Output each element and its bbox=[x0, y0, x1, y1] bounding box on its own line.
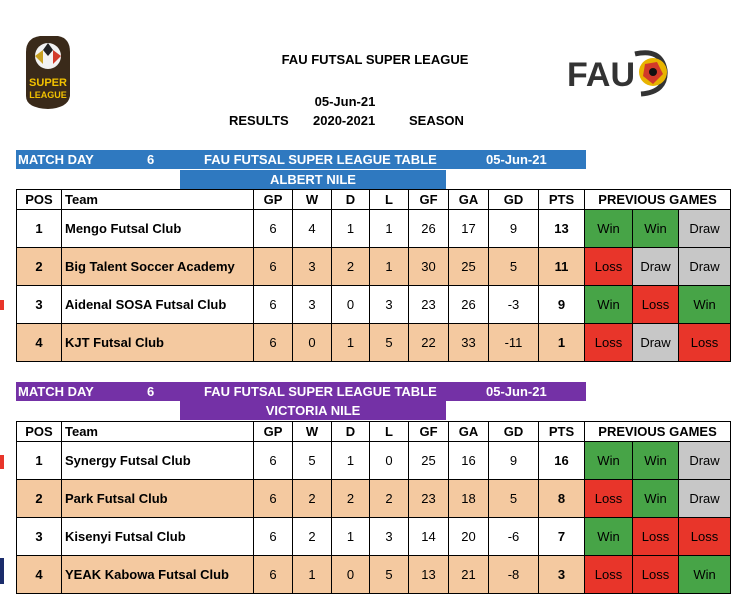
losses-cell: 0 bbox=[370, 442, 409, 480]
previous-game-result: Loss bbox=[585, 248, 633, 286]
team-name-cell: Park Futsal Club bbox=[62, 480, 254, 518]
column-header: POS bbox=[17, 422, 62, 442]
draws-cell: 1 bbox=[332, 518, 370, 556]
wins-cell: 4 bbox=[293, 210, 332, 248]
fau-logo-text: FAU bbox=[567, 56, 635, 94]
previous-game-result: Win bbox=[585, 442, 633, 480]
table-header-row bbox=[17, 422, 731, 442]
wins-cell: 2 bbox=[293, 518, 332, 556]
table-date: 05-Jun-21 bbox=[486, 384, 547, 399]
column-header: W bbox=[293, 190, 332, 210]
column-header: W bbox=[293, 422, 332, 442]
goals-against-cell: 21 bbox=[449, 556, 489, 594]
fau-logo bbox=[565, 44, 677, 100]
table-title: FAU FUTSAL SUPER LEAGUE TABLE bbox=[204, 152, 437, 167]
goal-difference-cell: -11 bbox=[489, 324, 539, 362]
position-cell: 4 bbox=[17, 324, 62, 362]
goal-difference-cell: -8 bbox=[489, 556, 539, 594]
goals-against-cell: 16 bbox=[449, 442, 489, 480]
column-header: GF bbox=[409, 422, 449, 442]
goal-difference-cell: -6 bbox=[489, 518, 539, 556]
table-row bbox=[17, 556, 731, 594]
goal-difference-cell: -3 bbox=[489, 286, 539, 324]
column-header: PTS bbox=[539, 422, 585, 442]
table-row bbox=[17, 286, 731, 324]
games-played-cell: 6 bbox=[254, 286, 293, 324]
goal-difference-cell: 9 bbox=[489, 210, 539, 248]
team-name-cell: Aidenal SOSA Futsal Club bbox=[62, 286, 254, 324]
edge-fragment bbox=[0, 300, 4, 310]
draws-cell: 1 bbox=[332, 442, 370, 480]
previous-game-result: Win bbox=[585, 518, 633, 556]
previous-game-result: Win bbox=[633, 210, 679, 248]
points-cell: 9 bbox=[539, 286, 585, 324]
logo-text-super: SUPER bbox=[29, 77, 67, 89]
draws-cell: 0 bbox=[332, 556, 370, 594]
points-cell: 13 bbox=[539, 210, 585, 248]
column-header: Team bbox=[62, 190, 254, 210]
previous-game-result: Loss bbox=[585, 480, 633, 518]
league-table bbox=[16, 189, 731, 362]
position-cell: 3 bbox=[17, 286, 62, 324]
edge-fragment bbox=[0, 558, 4, 584]
column-header: L bbox=[370, 190, 409, 210]
games-played-cell: 6 bbox=[254, 480, 293, 518]
goals-against-cell: 26 bbox=[449, 286, 489, 324]
goals-for-cell: 30 bbox=[409, 248, 449, 286]
losses-cell: 3 bbox=[370, 286, 409, 324]
matchday-bar bbox=[16, 150, 586, 169]
goals-against-cell: 17 bbox=[449, 210, 489, 248]
table-date: 05-Jun-21 bbox=[486, 152, 547, 167]
previous-game-result: Draw bbox=[679, 248, 731, 286]
goal-difference-cell: 5 bbox=[489, 480, 539, 518]
position-cell: 4 bbox=[17, 556, 62, 594]
group-name: VICTORIA NILE bbox=[180, 401, 446, 420]
games-played-cell: 6 bbox=[254, 442, 293, 480]
points-cell: 7 bbox=[539, 518, 585, 556]
logo-text-league: LEAGUE bbox=[29, 90, 67, 100]
column-header: D bbox=[332, 422, 370, 442]
page-title: FAU FUTSAL SUPER LEAGUE bbox=[281, 52, 469, 67]
games-played-cell: 6 bbox=[254, 210, 293, 248]
previous-game-result: Win bbox=[585, 210, 633, 248]
draws-cell: 1 bbox=[332, 210, 370, 248]
previous-games-header: PREVIOUS GAMES bbox=[585, 422, 731, 442]
losses-cell: 3 bbox=[370, 518, 409, 556]
season-label: SEASON bbox=[409, 113, 464, 128]
group-name: ALBERT NILE bbox=[180, 170, 446, 189]
previous-game-result: Win bbox=[585, 286, 633, 324]
draws-cell: 2 bbox=[332, 480, 370, 518]
matchday-label: MATCH DAY bbox=[18, 152, 94, 167]
super-league-logo bbox=[22, 34, 72, 110]
previous-game-result: Draw bbox=[633, 324, 679, 362]
position-cell: 2 bbox=[17, 480, 62, 518]
losses-cell: 1 bbox=[370, 210, 409, 248]
table-row bbox=[17, 518, 731, 556]
goals-against-cell: 20 bbox=[449, 518, 489, 556]
goals-for-cell: 13 bbox=[409, 556, 449, 594]
column-header: GP bbox=[254, 422, 293, 442]
column-header: GD bbox=[489, 422, 539, 442]
goals-for-cell: 14 bbox=[409, 518, 449, 556]
column-header: GP bbox=[254, 190, 293, 210]
team-name-cell: Synergy Futsal Club bbox=[62, 442, 254, 480]
column-header: GA bbox=[449, 422, 489, 442]
previous-game-result: Win bbox=[633, 442, 679, 480]
points-cell: 3 bbox=[539, 556, 585, 594]
previous-game-result: Win bbox=[679, 556, 731, 594]
wins-cell: 2 bbox=[293, 480, 332, 518]
team-name-cell: Big Talent Soccer Academy bbox=[62, 248, 254, 286]
previous-games-header: PREVIOUS GAMES bbox=[585, 190, 731, 210]
goals-for-cell: 26 bbox=[409, 210, 449, 248]
previous-game-result: Win bbox=[679, 286, 731, 324]
previous-game-result: Draw bbox=[679, 480, 731, 518]
table-row bbox=[17, 248, 731, 286]
position-cell: 2 bbox=[17, 248, 62, 286]
goals-for-cell: 23 bbox=[409, 480, 449, 518]
matchday-number: 6 bbox=[147, 384, 155, 399]
column-header: POS bbox=[17, 190, 62, 210]
previous-game-result: Loss bbox=[585, 324, 633, 362]
column-header: Team bbox=[62, 422, 254, 442]
column-header: PTS bbox=[539, 190, 585, 210]
goals-against-cell: 25 bbox=[449, 248, 489, 286]
table-row bbox=[17, 324, 731, 362]
previous-game-result: Loss bbox=[633, 518, 679, 556]
draws-cell: 2 bbox=[332, 248, 370, 286]
team-name-cell: KJT Futsal Club bbox=[62, 324, 254, 362]
previous-game-result: Loss bbox=[633, 556, 679, 594]
points-cell: 8 bbox=[539, 480, 585, 518]
table-row bbox=[17, 210, 731, 248]
games-played-cell: 6 bbox=[254, 518, 293, 556]
goals-for-cell: 25 bbox=[409, 442, 449, 480]
losses-cell: 5 bbox=[370, 324, 409, 362]
games-played-cell: 6 bbox=[254, 324, 293, 362]
season-years: 2020-2021 bbox=[313, 113, 376, 128]
column-header: L bbox=[370, 422, 409, 442]
previous-game-result: Loss bbox=[679, 518, 731, 556]
draws-cell: 1 bbox=[332, 324, 370, 362]
draws-cell: 0 bbox=[332, 286, 370, 324]
points-cell: 11 bbox=[539, 248, 585, 286]
points-cell: 1 bbox=[539, 324, 585, 362]
previous-game-result: Win bbox=[633, 480, 679, 518]
previous-game-result: Loss bbox=[633, 286, 679, 324]
position-cell: 1 bbox=[17, 442, 62, 480]
goal-difference-cell: 9 bbox=[489, 442, 539, 480]
goal-difference-cell: 5 bbox=[489, 248, 539, 286]
league-table bbox=[16, 421, 731, 594]
previous-game-result: Loss bbox=[679, 324, 731, 362]
table-row bbox=[17, 442, 731, 480]
previous-game-result: Draw bbox=[679, 210, 731, 248]
points-cell: 16 bbox=[539, 442, 585, 480]
team-name-cell: Kisenyi Futsal Club bbox=[62, 518, 254, 556]
column-header: GD bbox=[489, 190, 539, 210]
games-played-cell: 6 bbox=[254, 556, 293, 594]
wins-cell: 3 bbox=[293, 248, 332, 286]
header-date: 05-Jun-21 bbox=[314, 94, 376, 109]
table-title: FAU FUTSAL SUPER LEAGUE TABLE bbox=[204, 384, 437, 399]
results-label: RESULTS bbox=[229, 113, 289, 128]
edge-fragment bbox=[0, 455, 4, 469]
team-name-cell: YEAK Kabowa Futsal Club bbox=[62, 556, 254, 594]
team-name-cell: Mengo Futsal Club bbox=[62, 210, 254, 248]
wins-cell: 0 bbox=[293, 324, 332, 362]
position-cell: 1 bbox=[17, 210, 62, 248]
wins-cell: 1 bbox=[293, 556, 332, 594]
losses-cell: 1 bbox=[370, 248, 409, 286]
losses-cell: 5 bbox=[370, 556, 409, 594]
previous-game-result: Draw bbox=[679, 442, 731, 480]
losses-cell: 2 bbox=[370, 480, 409, 518]
wins-cell: 5 bbox=[293, 442, 332, 480]
goals-against-cell: 33 bbox=[449, 324, 489, 362]
matchday-bar bbox=[16, 382, 586, 401]
matchday-number: 6 bbox=[147, 152, 155, 167]
wins-cell: 3 bbox=[293, 286, 332, 324]
position-cell: 3 bbox=[17, 518, 62, 556]
games-played-cell: 6 bbox=[254, 248, 293, 286]
goals-for-cell: 23 bbox=[409, 286, 449, 324]
previous-game-result: Draw bbox=[633, 248, 679, 286]
matchday-label: MATCH DAY bbox=[18, 384, 94, 399]
goals-against-cell: 18 bbox=[449, 480, 489, 518]
column-header: D bbox=[332, 190, 370, 210]
column-header: GA bbox=[449, 190, 489, 210]
table-row bbox=[17, 480, 731, 518]
column-header: GF bbox=[409, 190, 449, 210]
table-header-row bbox=[17, 190, 731, 210]
previous-game-result: Loss bbox=[585, 556, 633, 594]
goals-for-cell: 22 bbox=[409, 324, 449, 362]
